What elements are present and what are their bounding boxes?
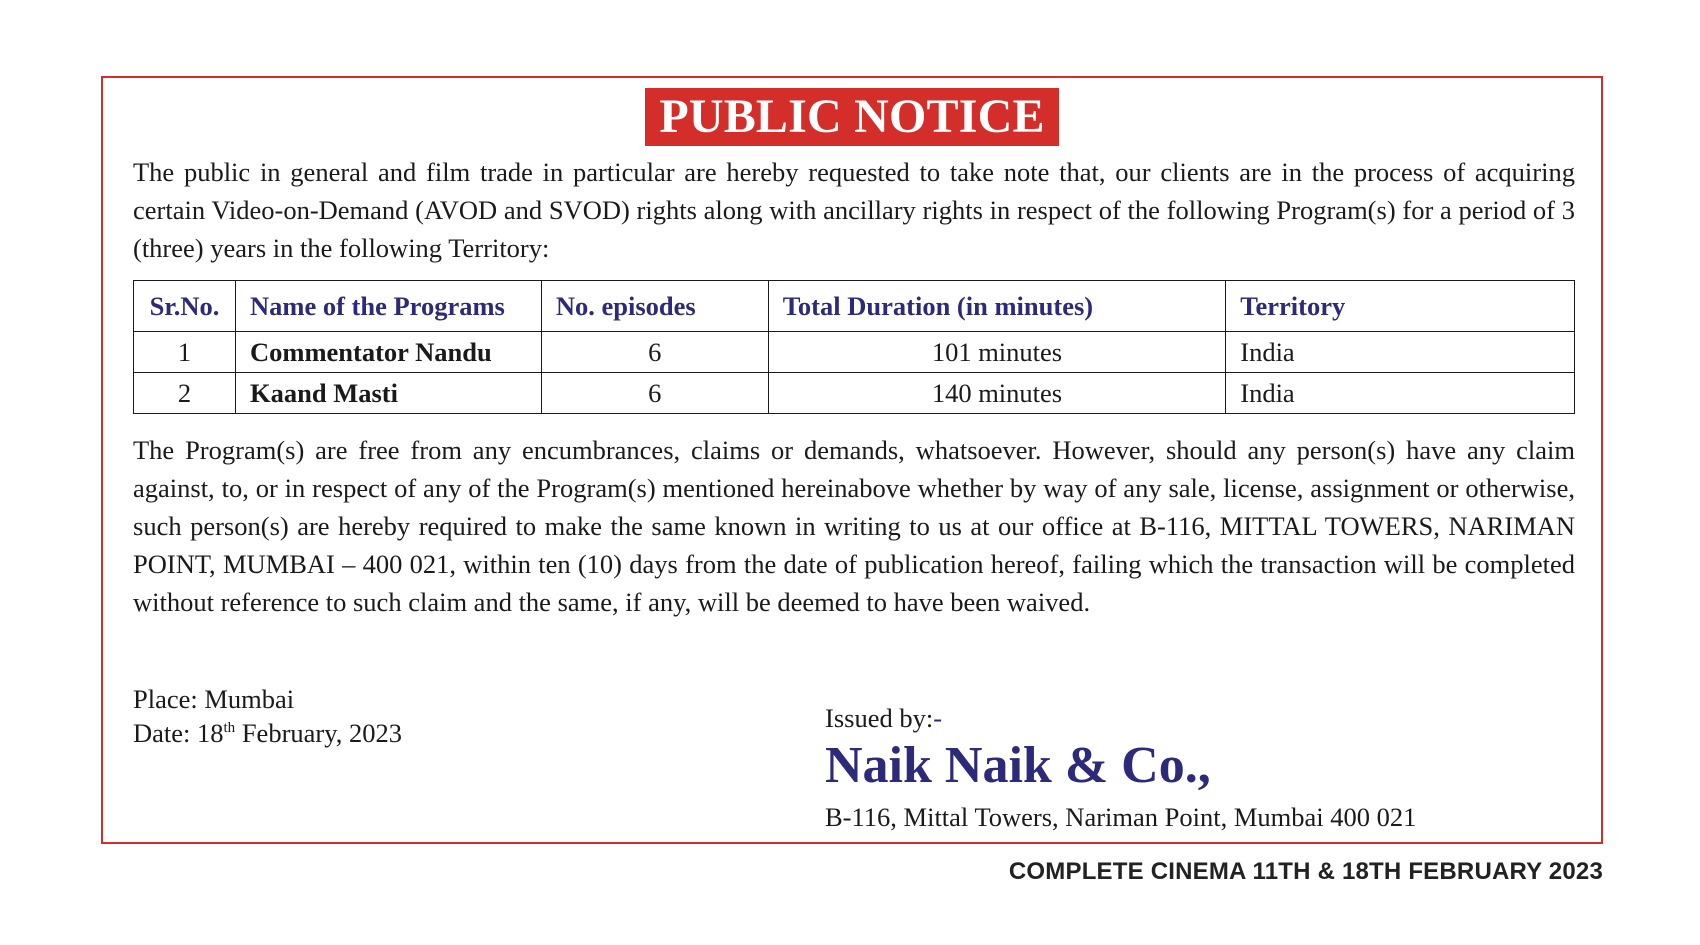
- title-wrap: [103, 88, 1601, 146]
- header-episodes: No. episodes: [541, 281, 768, 332]
- issued-by-label: [825, 701, 942, 735]
- date-prefix: Date: 18: [133, 718, 224, 748]
- body-paragraph: The Program(s) are free from any encumbrances, claims or demands, whatsoever. However, should any person(s) have any claim against, to, or in respect of any of the Program(s) mentioned hereinabove whether by way of any sale, license, assignment or otherwise, such person(s) are hereby required to make the same known in writing to us at our office at B-116, MITTAL TOWERS, NARIMAN POINT, MUMBAI – 400 021, within ten (10) days from the date of publication hereof, failing which the transaction will be completed without reference to such claim and the same, if any, will be deemed to have been waived.: [133, 435, 1575, 617]
- notice-title: PUBLIC NOTICE: [645, 88, 1058, 146]
- public-notice-box: [101, 76, 1603, 844]
- table-header-row: [134, 281, 1575, 332]
- header-territory: Territory: [1226, 281, 1575, 332]
- programs-table: [133, 280, 1575, 414]
- cell-duration: 101 minutes: [768, 332, 1226, 373]
- firm-name: Naik Naik & Co.,: [825, 737, 1211, 794]
- place-line: Place: Mumbai: [133, 684, 295, 714]
- issued-by-dash: -: [933, 703, 943, 733]
- cell-territory: India: [1226, 332, 1575, 373]
- firm-address: B-116, Mittal Towers, Nariman Point, Mumbai 400 021: [825, 802, 1417, 832]
- header-sr-no: Sr.No.: [134, 281, 236, 332]
- cell-program-name: Kaand Masti: [235, 373, 541, 414]
- table-row: [134, 373, 1575, 414]
- intro-paragraph: The public in general and film trade in particular are hereby requested to take note that, our clients are in the process of acquiring certain Video-on-Demand (AVOD and SVOD) rights along with ancillary rights in respect of the following Program(s) for a period of 3 (three) years in the following Territory:: [133, 157, 1575, 263]
- date-line: [133, 716, 402, 750]
- cell-territory: India: [1226, 373, 1575, 414]
- publication-footer: COMPLETE CINEMA 11TH & 18TH FEBRUARY 2023: [1008, 858, 1603, 885]
- header-duration: Total Duration (in minutes): [768, 281, 1226, 332]
- cell-duration: 140 minutes: [768, 373, 1226, 414]
- cell-episodes: 6: [541, 332, 768, 373]
- cell-sr-no: 2: [134, 373, 236, 414]
- date-ordinal: th: [223, 720, 236, 737]
- cell-sr-no: 1: [134, 332, 236, 373]
- cell-episodes: 6: [541, 373, 768, 414]
- cell-program-name: Commentator Nandu: [235, 332, 541, 373]
- header-program-name: Name of the Programs: [235, 281, 541, 332]
- place-date-block: [133, 682, 402, 750]
- date-rest: February, 2023: [235, 718, 403, 748]
- issued-by-text: Issued by:: [825, 703, 934, 733]
- table-row: [134, 332, 1575, 373]
